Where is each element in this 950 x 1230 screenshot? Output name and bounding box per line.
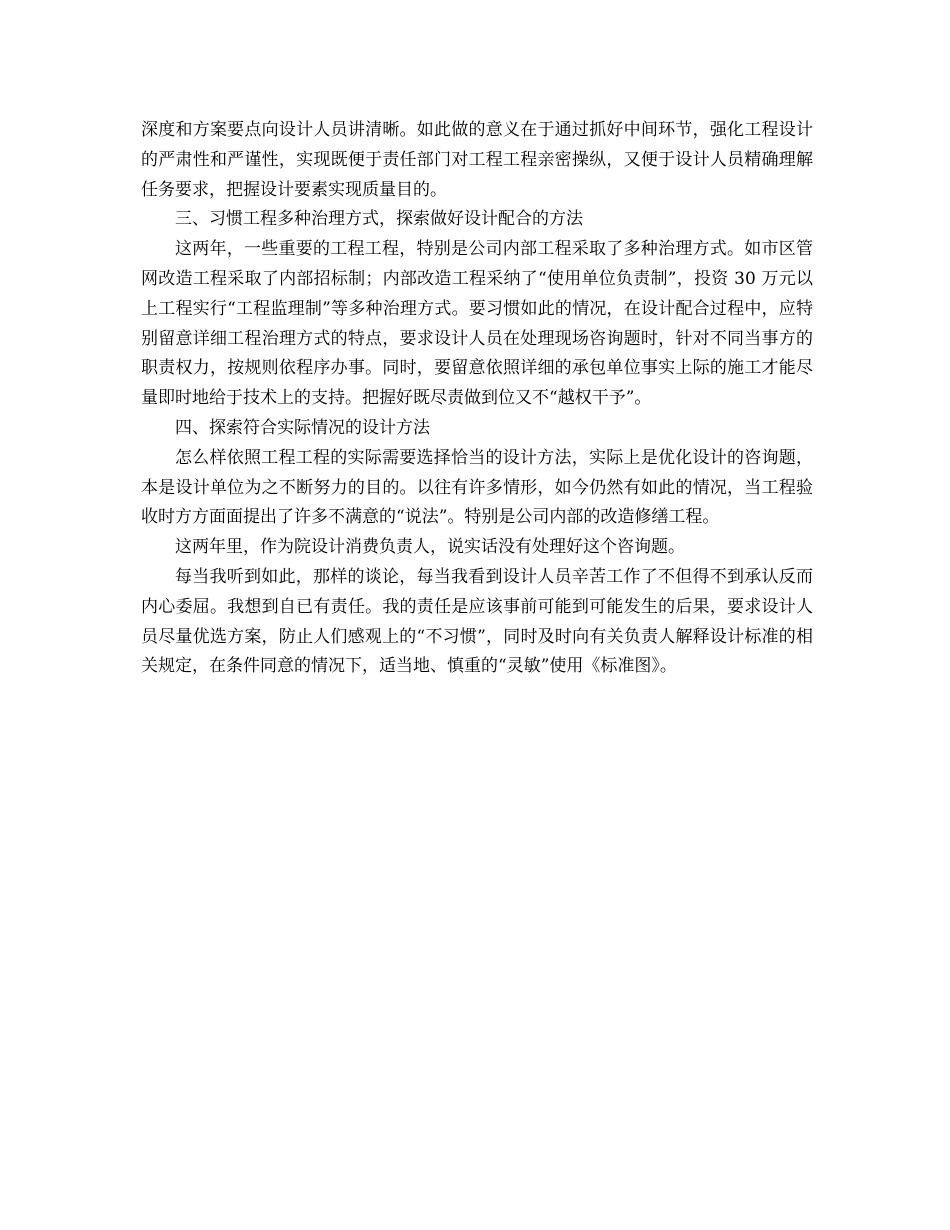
- section-heading-3: 三、习惯工程多种治理方式，探索做好设计配合的方法: [175, 209, 583, 230]
- paragraph-2: 这两年，一些重要的工程工程，特别是公司内部工程采取了多种治理方式。如市区管网改造工程采取了内部招标制；内部改造工程采纳了“使用单位负责制”，投资 30 万元以上工程实行“工程监理制”等多种治理方式。要习惯如此的情况，在设计配合过程中，应特别留意详细工程治理方式的特点，要求设计人员在处理现场咨询题时，针对不同当事方的职责权力，按规则依程序办事。同时，要留意依照详细的承包单位事实上际的施工才能尽量即时地给于技术上的支持。把握好既尽责做到位又不“越权干予”。: [141, 239, 813, 409]
- section-heading-4: 四、探索符合实际情况的设计方法: [175, 417, 430, 438]
- paragraph-1: 深度和方案要点向设计人员讲清晰。如此做的意义在于通过抓好中间环节，强化工程设计的严肃性和严谨性，实现既便于责任部门对工程工程亲密操纵，又便于设计人员精确理解任务要求，把握设计要素实现质量目的。: [141, 120, 813, 200]
- document-body: [141, 116, 813, 682]
- paragraph-4: 这两年里，作为院设计消费负责人，说实话没有处理好这个咨询题。: [175, 537, 685, 558]
- paragraph-5: 每当我听到如此，那样的谈论，每当我看到设计人员辛苦工作了不但得不到承认反而内心委屈。我想到自已有责任。我的责任是应该事前可能到可能发生的后果，要求设计人员尽量优选方案，防止人们感观上的“不习惯”，同时及时向有关负责人解释设计标准的相关规定，在条件同意的情况下，适当地、慎重的“灵敏”使用《标准图》。: [141, 566, 813, 677]
- paragraph-3: 怎么样依照工程工程的实际需要选择恰当的设计方法，实际上是优化设计的咨询题，本是设计单位为之不断努力的目的。以往有许多情形，如今仍然有如此的情况，当工程验收时方方面面提出了许多不满意的“说法”。特别是公司内部的改造修缮工程。: [141, 447, 813, 528]
